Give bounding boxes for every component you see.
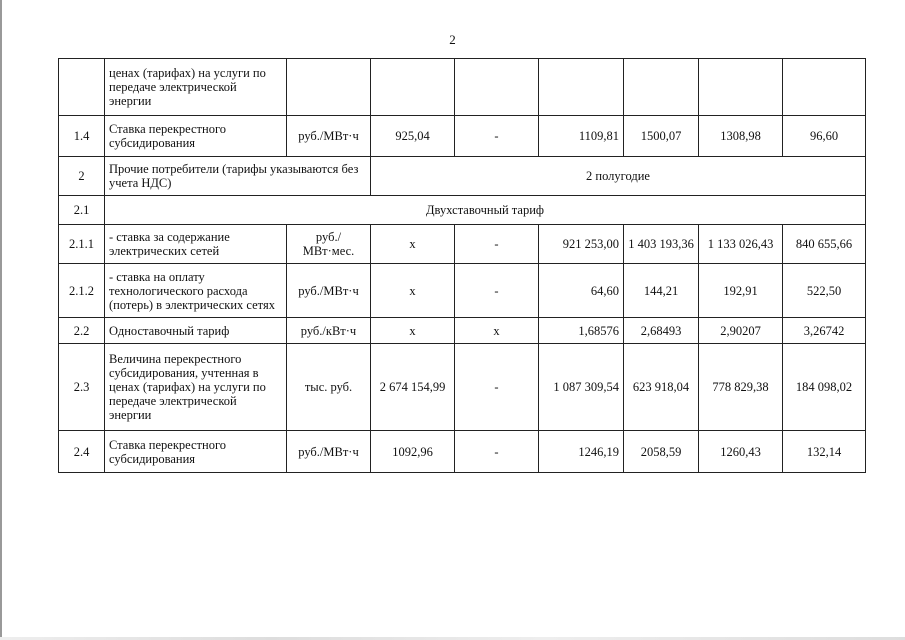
row-value: 623 918,04	[624, 344, 699, 431]
row-value	[539, 59, 624, 116]
row-number: 2.4	[59, 431, 105, 473]
row-value: х	[371, 225, 455, 264]
row-number: 1.4	[59, 116, 105, 157]
row-value: 1260,43	[699, 431, 783, 473]
row-number: 2.1.1	[59, 225, 105, 264]
row-value: 1092,96	[371, 431, 455, 473]
row-description: - ставка за содержание электрических сетей	[105, 225, 287, 264]
row-value: 925,04	[371, 116, 455, 157]
row-value: -	[455, 344, 539, 431]
row-value: 2,68493	[624, 318, 699, 344]
table-row	[59, 431, 866, 473]
row-description: - ставка на оплату технологического расхода (потерь) в электрических сетях	[105, 264, 287, 318]
row-unit: тыс. руб.	[287, 344, 371, 431]
row-value: 1246,19	[539, 431, 624, 473]
row-unit: руб./МВт·ч	[287, 116, 371, 157]
row-value: х	[371, 264, 455, 318]
row-number: 2.3	[59, 344, 105, 431]
row-unit: руб./МВт·мес.	[287, 225, 371, 264]
row-value: 1,68576	[539, 318, 624, 344]
row-value: 64,60	[539, 264, 624, 318]
table-row	[59, 116, 866, 157]
row-description: Ставка перекрестного субсидирования	[105, 431, 287, 473]
row-number	[59, 59, 105, 116]
page-number: 2	[449, 32, 456, 47]
section-header: Двухставочный тариф	[105, 196, 866, 225]
row-value: 1 133 026,43	[699, 225, 783, 264]
row-value: 1109,81	[539, 116, 624, 157]
row-value: -	[455, 431, 539, 473]
row-value: 1500,07	[624, 116, 699, 157]
scan-edge	[0, 0, 2, 640]
row-value: 1 403 193,36	[624, 225, 699, 264]
row-value: 921 253,00	[539, 225, 624, 264]
row-value	[455, 59, 539, 116]
period-header: 2 полугодие	[371, 157, 866, 196]
row-value: х	[371, 318, 455, 344]
row-value: 96,60	[783, 116, 866, 157]
row-value	[371, 59, 455, 116]
row-description: Прочие потребители (тарифы указываются без учета НДС)	[105, 157, 371, 196]
table-row	[59, 196, 866, 225]
row-value: 132,14	[783, 431, 866, 473]
row-value: 184 098,02	[783, 344, 866, 431]
row-number: 2	[59, 157, 105, 196]
row-value: 3,26742	[783, 318, 866, 344]
table-row	[59, 225, 866, 264]
row-unit: руб./МВт·ч	[287, 264, 371, 318]
row-unit: руб./кВт·ч	[287, 318, 371, 344]
row-description: Величина перекрестного субсидирования, учтенная в ценах (тарифах) на услуги по передаче электрической энергии	[105, 344, 287, 431]
table-row	[59, 344, 866, 431]
row-number: 2.1	[59, 196, 105, 225]
row-value: 522,50	[783, 264, 866, 318]
row-value: 1 087 309,54	[539, 344, 624, 431]
row-description: Одноставочный тариф	[105, 318, 287, 344]
row-description: ценах (тарифах) на услуги по передаче электрической энергии	[105, 59, 287, 116]
row-value: 2058,59	[624, 431, 699, 473]
row-value: -	[455, 116, 539, 157]
row-value: 840 655,66	[783, 225, 866, 264]
row-value: 1308,98	[699, 116, 783, 157]
row-value	[699, 59, 783, 116]
row-value	[783, 59, 866, 116]
row-value: 144,21	[624, 264, 699, 318]
row-value: 192,91	[699, 264, 783, 318]
row-unit	[287, 59, 371, 116]
row-value: -	[455, 225, 539, 264]
row-value: 2 674 154,99	[371, 344, 455, 431]
table-row	[59, 157, 866, 196]
row-number: 2.2	[59, 318, 105, 344]
table-row	[59, 318, 866, 344]
table-row	[59, 59, 866, 116]
row-unit: руб./МВт·ч	[287, 431, 371, 473]
tariff-table	[58, 58, 866, 473]
row-value: х	[455, 318, 539, 344]
row-number: 2.1.2	[59, 264, 105, 318]
table-row	[59, 264, 866, 318]
row-value: -	[455, 264, 539, 318]
row-value: 778 829,38	[699, 344, 783, 431]
row-value	[624, 59, 699, 116]
row-value: 2,90207	[699, 318, 783, 344]
row-description: Ставка перекрестного субсидирования	[105, 116, 287, 157]
